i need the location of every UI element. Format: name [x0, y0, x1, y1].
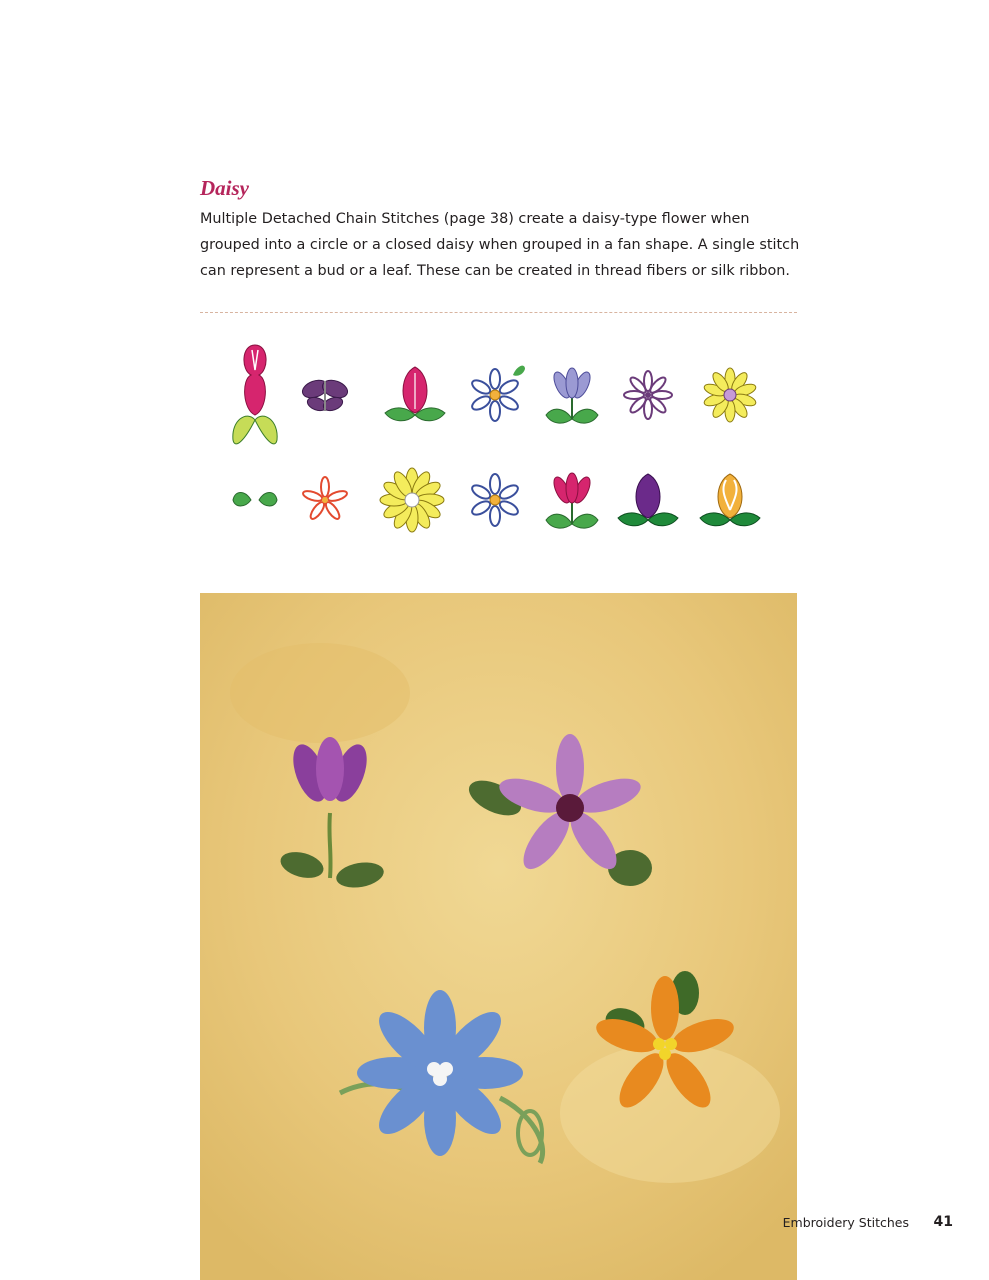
red-star-flower-illustration: [302, 477, 348, 521]
gold-bud-illustration: [700, 474, 760, 526]
stitch-illustrations: [200, 330, 797, 550]
lavender-tulip-illustration: [546, 368, 598, 423]
purple-bud-illustration: [618, 474, 678, 526]
tulip-bud-illustration: [385, 367, 445, 421]
page-number: 41: [933, 1214, 953, 1230]
embroidery-photo: [200, 593, 797, 1280]
purple-star-flower-illustration: [624, 371, 672, 419]
leaves-illustration: [233, 493, 277, 507]
section-title: Daisy: [200, 176, 249, 200]
iris-illustration: [233, 345, 277, 444]
butterfly-illustration: [300, 377, 350, 413]
pink-tulip-illustration: [546, 473, 598, 528]
body-paragraph: Multiple Detached Chain Stitches (page 38) create a daisy-type flower when grouped into a circle or a closed daisy when grouped in a fan shape. A single stitch can represent a bud or a leaf. These can be created in thread fibers or silk ribbon.: [200, 211, 800, 279]
dashed-divider: [200, 312, 797, 313]
blue-daisy-illustration-2: [470, 474, 520, 526]
yellow-daisy-illustration: [703, 368, 757, 422]
blue-daisy-illustration: [470, 366, 525, 421]
footer-chapter-title: Embroidery Stitches: [782, 1215, 909, 1230]
large-yellow-daisy-illustration: [380, 468, 444, 532]
